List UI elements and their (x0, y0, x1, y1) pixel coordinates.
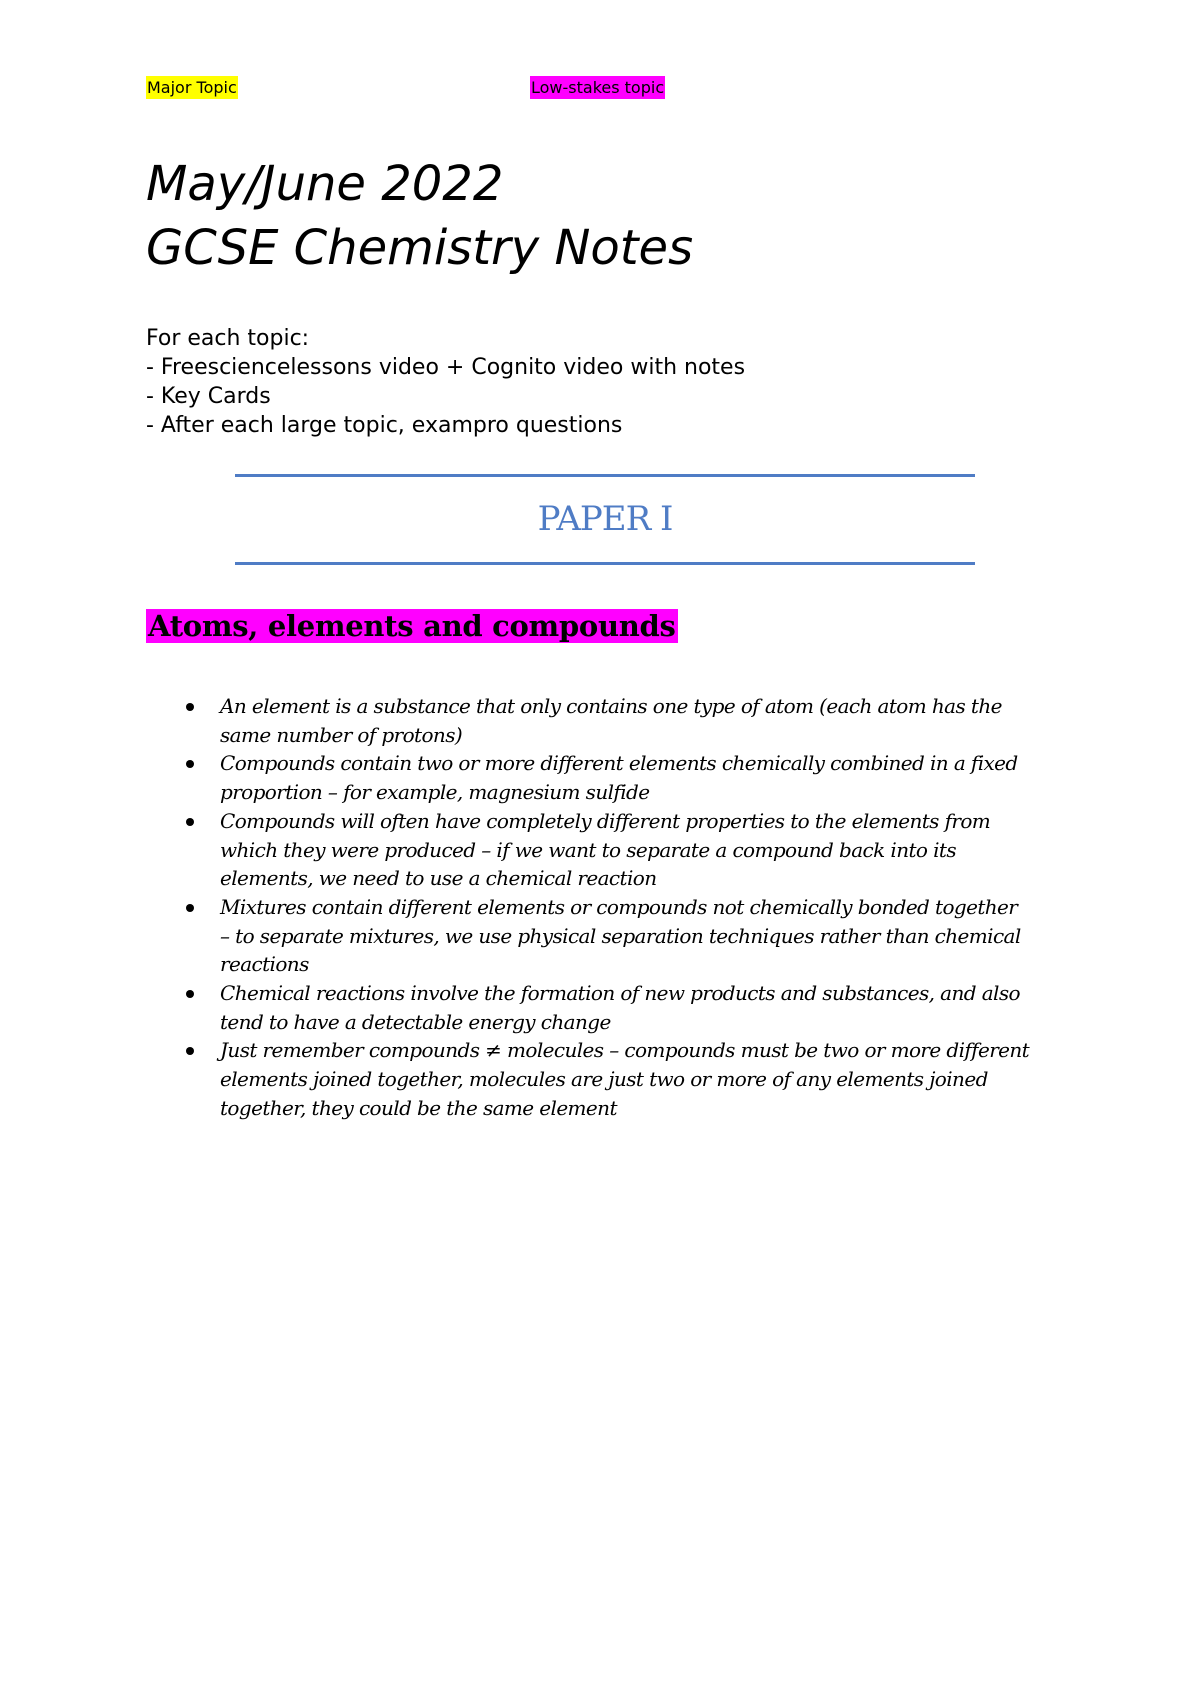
list-item-line: tend to have a detectable energy change (220, 1009, 611, 1034)
list-item (178, 893, 1078, 979)
list-item-line: – to separate mixtures, we use physical separation techniques rather than chemical (220, 923, 1021, 948)
list-item-line: Compounds will often have completely different properties to the elements from (220, 808, 991, 833)
study-method-intro (146, 324, 745, 440)
list-item (178, 749, 1078, 806)
list-item-line: proportion – for example, magnesium sulfide (220, 780, 650, 805)
list-item (178, 1036, 1078, 1122)
paper-heading: PAPER I (537, 499, 673, 539)
section-heading-text: Atoms, elements and compounds (148, 609, 676, 643)
divider-top (235, 474, 975, 477)
bullet-icon (186, 818, 194, 826)
bullet-icon (186, 760, 194, 768)
bullet-icon (186, 1047, 194, 1055)
list-item-line: together, they could be the same element (220, 1095, 617, 1120)
list-item-line: elements joined together, molecules are just two or more of any elements joined (220, 1067, 988, 1092)
bullet-icon (186, 703, 194, 711)
list-item-line: An element is a substance that only contains one type of atom (each atom has the (220, 694, 1002, 718)
list-item (178, 979, 1078, 1036)
notes-list (178, 692, 1078, 1123)
title-line-2: GCSE Chemistry Notes (146, 220, 694, 276)
intro-item: - Key Cards (146, 384, 271, 409)
intro-item: - Freesciencelessons video + Cognito video with notes (146, 355, 746, 380)
list-item-line: Compounds contain two or more different elements chemically combined in a fixed (220, 751, 1018, 776)
list-item-line: Just remember compounds ≠ molecules – compounds must be two or more different (220, 1038, 1030, 1063)
list-item-line: Chemical reactions involve the formation of new products and substances, and also (220, 981, 1020, 1006)
list-item (178, 807, 1078, 893)
document-title (146, 152, 693, 280)
bullet-icon (186, 904, 194, 912)
title-line-1: May/June 2022 (146, 156, 504, 212)
intro-lead: For each topic: (146, 326, 310, 351)
legend-low-stakes-topic: Low-stakes topic (531, 78, 665, 97)
bullet-icon (186, 990, 194, 998)
list-item (178, 692, 1078, 749)
list-item-line: same number of protons) (220, 722, 463, 747)
list-item-line: which they were produced – if we want to separate a compound back into its (220, 837, 957, 862)
section-heading (146, 604, 678, 648)
list-item-line: Mixtures contain different elements or compounds not chemically bonded together (220, 894, 1018, 919)
list-item-line: reactions (220, 952, 309, 977)
list-item-line: elements, we need to use a chemical reaction (220, 866, 657, 891)
divider-bottom (235, 562, 975, 565)
legend-major-topic: Major Topic (147, 78, 237, 97)
intro-item: - After each large topic, exampro questions (146, 413, 623, 438)
